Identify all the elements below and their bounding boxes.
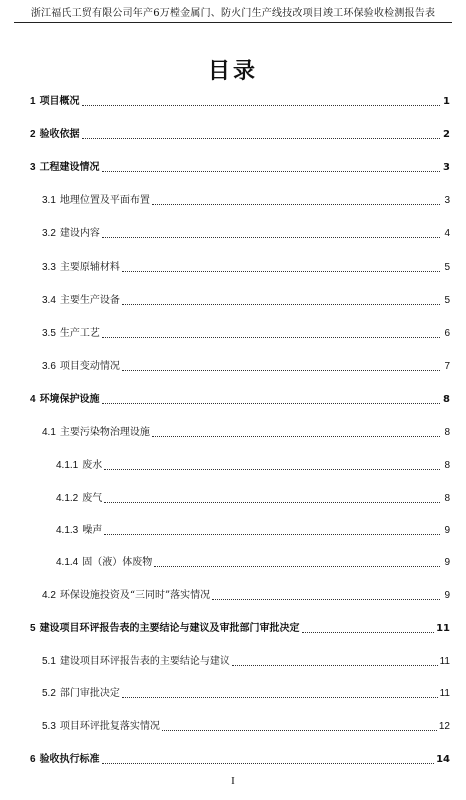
toc-entry-title: 主要污染物治理设施 xyxy=(59,427,150,438)
toc-entry-title: 环境保护设施 xyxy=(39,394,100,405)
toc-entry[interactable] xyxy=(30,750,450,766)
toc-entry-label xyxy=(42,427,150,439)
toc-entry-label xyxy=(30,129,80,141)
toc-entry-title: 废气 xyxy=(82,493,103,504)
toc-entry[interactable] xyxy=(30,357,450,373)
toc-dot-leader xyxy=(212,598,440,600)
toc-entry[interactable] xyxy=(30,717,450,733)
toc-entry-number: 3 xyxy=(30,162,36,173)
toc-entry[interactable] xyxy=(30,224,450,240)
toc-dot-leader xyxy=(162,729,437,731)
toc-entry-label xyxy=(30,96,80,108)
toc-entry-number: 4.1.1 xyxy=(56,460,79,471)
toc-dot-leader xyxy=(104,501,440,503)
toc-page-number: 14 xyxy=(436,754,450,765)
toc-entry-label xyxy=(30,394,100,406)
toc-entry-title: 建设项目环评报告表的主要结论与建议及审批部门审批决定 xyxy=(39,623,300,634)
toc-entry-label xyxy=(56,460,102,472)
toc-entry-number: 3.1 xyxy=(42,195,56,206)
toc-entry-label xyxy=(56,525,102,537)
toc-page-number: 8 xyxy=(444,427,450,438)
toc-entry[interactable] xyxy=(30,684,450,700)
toc-entry-number: 6 xyxy=(30,754,36,765)
toc-dot-leader xyxy=(232,664,438,666)
toc-entry-label xyxy=(30,623,300,635)
toc-entry[interactable] xyxy=(30,158,450,174)
toc-entry-number: 3.6 xyxy=(42,361,56,372)
toc-page-number: 3 xyxy=(444,195,450,206)
toc-page-number: 3 xyxy=(443,162,450,173)
toc-entry-title: 生产工艺 xyxy=(59,328,100,339)
toc-entry[interactable] xyxy=(30,553,450,569)
toc-entry-title: 验收依据 xyxy=(39,129,80,140)
toc-entry-number: 4.1.2 xyxy=(56,493,79,504)
toc-entry-number: 5.2 xyxy=(42,688,56,699)
toc-entry-label xyxy=(56,557,152,569)
toc-page-number: 11 xyxy=(436,623,450,634)
toc-entry-label xyxy=(42,721,160,733)
toc-entry-title: 建设内容 xyxy=(59,228,100,239)
toc-page-number: 8 xyxy=(444,493,450,504)
toc-entry-title: 地理位置及平面布置 xyxy=(59,195,150,206)
toc-page-number: 4 xyxy=(444,228,450,239)
toc-entry-title: 环保设施投资及“三同时”落实情况 xyxy=(59,590,211,601)
toc-entry-label xyxy=(42,688,120,700)
toc-page-number: 9 xyxy=(444,590,450,601)
toc-entry-number: 4.1.4 xyxy=(56,557,79,568)
toc-entry[interactable] xyxy=(30,390,450,406)
toc-entry-title: 工程建设情况 xyxy=(39,162,100,173)
toc-entry-number: 2 xyxy=(30,129,36,140)
toc-dot-leader xyxy=(102,762,435,764)
toc-entry-title: 固（液）体废物 xyxy=(82,557,153,568)
toc-page-number: 11 xyxy=(439,656,450,667)
toc-dot-leader xyxy=(102,402,440,404)
toc-entry[interactable] xyxy=(30,619,450,635)
toc-dot-leader xyxy=(122,303,440,305)
toc-entry-number: 5.3 xyxy=(42,721,56,732)
toc-entry-title: 部门审批决定 xyxy=(59,688,120,699)
toc-entry-title: 项目环评批复落实情况 xyxy=(59,721,160,732)
toc-entry-label xyxy=(30,754,100,766)
toc-entry-label xyxy=(42,228,100,240)
toc-entry-number: 3.3 xyxy=(42,262,56,273)
toc-entry-title: 废水 xyxy=(82,460,103,471)
toc-entry[interactable] xyxy=(30,489,450,505)
toc-entry-label xyxy=(42,328,100,340)
toc-entry-number: 1 xyxy=(30,96,36,107)
toc-entry-title: 主要生产设备 xyxy=(59,295,120,306)
toc-entry-number: 3.5 xyxy=(42,328,56,339)
toc-entry-number: 4.1 xyxy=(42,427,56,438)
toc-entry-title: 项目变动情况 xyxy=(59,361,120,372)
page-header: 浙江福氏工贸有限公司年产6万樘金属门、防火门生产线技改项目竣工环保验收检测报告表 xyxy=(30,8,436,19)
toc-dot-leader xyxy=(82,104,440,106)
toc-entry[interactable] xyxy=(30,521,450,537)
toc-dot-leader xyxy=(104,468,440,470)
toc-entry-label xyxy=(42,656,230,668)
toc-entry-title: 噪声 xyxy=(82,525,103,536)
toc-entry[interactable] xyxy=(30,652,450,668)
toc-page-number: 8 xyxy=(443,394,450,405)
toc-dot-leader xyxy=(82,137,440,139)
toc-entry[interactable] xyxy=(30,125,450,141)
toc-entry-number: 4.1.3 xyxy=(56,525,79,536)
toc-entry[interactable] xyxy=(30,324,450,340)
toc-page-number: 5 xyxy=(444,262,450,273)
toc-entry-label xyxy=(42,295,120,307)
toc-entry[interactable] xyxy=(30,191,450,207)
toc-entry[interactable] xyxy=(30,258,450,274)
toc-dot-leader xyxy=(154,565,440,567)
toc-page-number: 9 xyxy=(444,525,450,536)
toc-page-number: 6 xyxy=(444,328,450,339)
toc-entry[interactable] xyxy=(30,291,450,307)
toc-page-number: 1 xyxy=(443,96,450,107)
toc-entry-title: 主要原辅材料 xyxy=(59,262,120,273)
toc-dot-leader xyxy=(102,170,440,172)
toc-entry-label xyxy=(42,590,210,602)
header-rule xyxy=(14,22,452,23)
toc-entry-number: 5.1 xyxy=(42,656,56,667)
toc-entry-title: 验收执行标准 xyxy=(39,754,100,765)
toc-dot-leader xyxy=(122,696,438,698)
toc-entry-label xyxy=(42,195,150,207)
toc-page-number: 2 xyxy=(443,129,450,140)
toc-page-number: 7 xyxy=(444,361,450,372)
toc-entry[interactable] xyxy=(30,92,450,108)
toc-entry-number: 3.4 xyxy=(42,295,56,306)
toc-entry[interactable] xyxy=(30,456,450,472)
toc-dot-leader xyxy=(302,631,435,633)
toc-entry-number: 3.2 xyxy=(42,228,56,239)
toc-entry[interactable] xyxy=(30,586,450,602)
toc-page-number: 5 xyxy=(444,295,450,306)
toc-dot-leader xyxy=(122,270,440,272)
toc-dot-leader xyxy=(122,369,440,371)
toc-dot-leader xyxy=(102,336,440,338)
toc-entry-label xyxy=(56,493,102,505)
toc-entry-label xyxy=(42,361,120,373)
toc-entry-number: 4.2 xyxy=(42,590,56,601)
toc-entry-title: 建设项目环评报告表的主要结论与建议 xyxy=(59,656,230,667)
toc-entry-title: 项目概况 xyxy=(39,96,80,107)
toc-dot-leader xyxy=(104,533,440,535)
toc-page-number: 8 xyxy=(444,460,450,471)
toc-entry-label xyxy=(30,162,100,174)
page-title: 目录 xyxy=(207,59,258,84)
toc-dot-leader xyxy=(102,236,440,238)
toc-entry-number: 4 xyxy=(30,394,36,405)
toc-dot-leader xyxy=(152,203,440,205)
page-number: I xyxy=(231,775,235,787)
toc-page-number: 9 xyxy=(444,557,450,568)
toc-page-number: 11 xyxy=(439,688,450,699)
toc-page-number: 12 xyxy=(438,721,450,732)
toc-entry[interactable] xyxy=(30,423,450,439)
toc-entry-label xyxy=(42,262,120,274)
toc-entry-number: 5 xyxy=(30,623,36,634)
toc-dot-leader xyxy=(152,435,440,437)
